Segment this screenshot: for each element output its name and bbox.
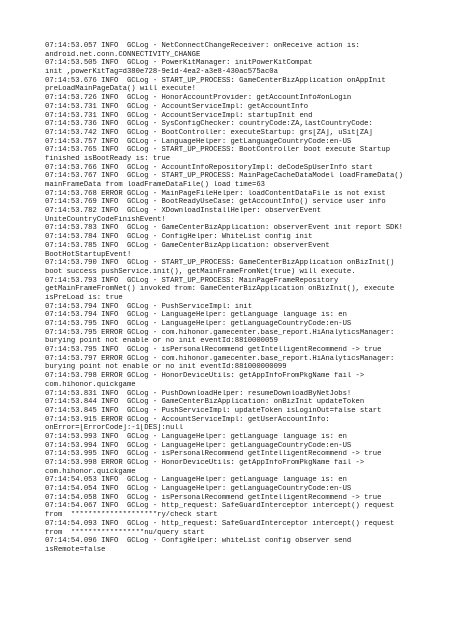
log-line: 07:14:53.845 INFO GCLog - PushServiceImpl: updateToken isLoginOut=false start xyxy=(45,406,382,415)
log-line: 07:14:53.782 INFO GCLog - XDownloadInstallHelper: observerEvent xyxy=(45,207,322,216)
log-line: 07:14:53.767 INFO GCLog - START_UP_PROCESS: MainPageCacheDataModel loadFrameData() xyxy=(45,172,403,181)
log-line: com.hihonor.quickgame xyxy=(45,467,136,476)
log-line: 07:14:53.998 ERROR GCLog - HonorDeviceUtils: getAppInfoFromPkgName fail -> xyxy=(45,459,365,467)
log-line: BootHotStartupEvent! xyxy=(45,250,132,259)
log-line: 07:14:53.676 INFO GCLog - START_UP_PROCESS: GameCenterBizApplication onAppInit xyxy=(45,76,386,85)
log-line: android.net.conn.CONNECTIVITY_CHANGE xyxy=(45,50,201,59)
log-line: isPreLoad is: true xyxy=(45,293,123,302)
log-line: 07:14:54.053 INFO GCLog - LanguageHelper: getLanguage language is: en xyxy=(45,476,347,485)
log-line: 07:14:53.993 INFO GCLog - LanguageHelper: getLanguage language is: en xyxy=(45,432,347,441)
log-line: 07:14:53.505 INFO GCLog - PowerKitManager: initPowerKitCompat xyxy=(45,59,313,68)
log-line: 07:14:53.790 INFO GCLog - START_UP_PROCESS: GameCenterBizApplication onBizInit() xyxy=(45,259,395,268)
log-line: 07:14:53.726 INFO GCLog - HonorAccountProvider: getAccountInfo#onLogin xyxy=(45,94,352,103)
log-line: 07:14:53.731 INFO GCLog - AccountServiceImpl: getAccountInfo xyxy=(45,102,309,111)
log-line: 07:14:54.096 INFO GCLog - ConfigHelper: whiteList config observer send xyxy=(45,537,352,546)
log-line: from ********************ry/check start xyxy=(45,511,218,520)
log-line: burying point not enable or no init eventId:8810000059 xyxy=(45,337,278,346)
log-line: 07:14:53.057 INFO GCLog - NetConnectChangeReceiver: onReceive action is: xyxy=(45,42,360,50)
log-line: 07:14:53.795 INFO GCLog - isPersonalRecommend getIntelligentRecommend -> true xyxy=(45,346,382,355)
log-line: onError=[ErrorCode]:-1[DES]:null xyxy=(45,424,184,433)
log-line: finished isBootReady is: true xyxy=(45,154,171,163)
log-line: 07:14:53.731 INFO GCLog - AccountServiceImpl: startupInit end xyxy=(45,111,313,120)
log-line: 07:14:53.915 ERROR GCLog - AccountServiceImpl: getUserAccountInfo: xyxy=(45,415,330,424)
log-line: burying point not enable or no init eventId:881000000099 xyxy=(45,363,287,372)
log-line: 07:14:53.994 INFO GCLog - LanguageHelper: getLanguageCountryCode:en-US xyxy=(45,441,352,450)
log-line: 07:14:54.058 INFO GCLog - isPersonalRecommend getIntelligentRecommend -> true xyxy=(45,493,382,502)
log-line: 07:14:53.766 INFO GCLog - AccountInfoRepositoryImpl: deCodeSpUserInfo start xyxy=(45,163,373,172)
log-line: UniteCountryCodeFinishEvent! xyxy=(45,215,166,224)
log-line: preLoadMainPageData() will execute! xyxy=(45,85,196,94)
log-output xyxy=(45,42,465,555)
log-line: 07:14:53.769 INFO GCLog - BootReadyUseCase: getAccountInfo() service user info xyxy=(45,198,386,207)
log-line: 07:14:53.765 INFO GCLog - START_UP_PROCESS: BootController boot execute Startup xyxy=(45,146,391,155)
log-line: 07:14:53.736 INFO GCLog - SysConfigChecker: countryCode:ZA,lastCountryCode: xyxy=(45,120,373,129)
log-line: 07:14:53.798 ERROR GCLog - HonorDeviceUtils: getAppInfoFromPkgName fail -> xyxy=(45,372,365,381)
log-line: from *****************nu/query start xyxy=(45,528,205,537)
log-line: 07:14:53.995 INFO GCLog - isPersonalRecommend getIntelligentRecommend -> true xyxy=(45,450,382,459)
log-line: 07:14:53.783 INFO GCLog - GameCenterBizApplication: observerEvent init report SDK! xyxy=(45,224,403,233)
log-line: 07:14:53.793 INFO GCLog - START_UP_PROCESS: MainPageFrameRepository xyxy=(45,276,339,285)
log-line: 07:14:53.831 INFO GCLog - PushDownloadHelper: resumeDownloadByNetJobs! xyxy=(45,389,352,398)
log-line: 07:14:54.067 INFO GCLog - http_request: SafeGuardInterceptor intercept() request xyxy=(45,502,395,511)
log-line: 07:14:53.768 ERROR GCLog - MainPageFileHelper: loadContentDataFile is not exist xyxy=(45,189,386,198)
log-line: 07:14:53.795 ERROR GCLog - com.hihonor.gamecenter.base_report.HiAnalyticsManager: xyxy=(45,328,395,337)
log-line: 07:14:53.844 INFO GCLog - GameCenterBizApplication: onBizInit updateToken xyxy=(45,398,365,407)
log-line: init ,powerKitTag=d380e728-9e1d-4ea2-a3e8-430ac575ac0a xyxy=(45,68,278,77)
log-line: 07:14:53.795 INFO GCLog - LanguageHelper: getLanguageCountryCode:en-US xyxy=(45,320,352,328)
log-line: 07:14:53.757 INFO GCLog - LanguageHelper: getLanguageCountryCode:en-US xyxy=(45,137,352,146)
log-line: com.hihonor.quickgame xyxy=(45,380,136,389)
log-line: 07:14:53.797 ERROR GCLog - com.hihonor.gamecenter.base_report.HiAnalyticsManager: xyxy=(45,354,395,363)
log-line: mainFrameData from loadFrameDataFile() load time=63 xyxy=(45,181,265,189)
log-line: 07:14:54.093 INFO GCLog - http_request: SafeGuardInterceptor intercept() request xyxy=(45,519,395,528)
log-line: 07:14:53.794 INFO GCLog - PushServiceImpl: init xyxy=(45,302,253,311)
log-line: 07:14:53.785 INFO GCLog - GameCenterBizApplication: observerEvent xyxy=(45,241,330,250)
log-line: 07:14:53.784 INFO GCLog - ConfigHelper: WhiteList config init xyxy=(45,233,313,242)
log-line: 07:14:53.794 INFO GCLog - LanguageHelper: getLanguage language is: en xyxy=(45,311,347,320)
log-line: 07:14:53.742 INFO GCLog - BootController: executeStartup: grs[ZA], uSit[ZA] xyxy=(45,128,373,137)
log-line: isRemote=false xyxy=(45,545,106,554)
log-line: getMainFrameFromNet() invoked from: GameCenterBizApplication onBizInit(), execute xyxy=(45,285,395,294)
log-line: 07:14:54.054 INFO GCLog - LanguageHelper: getLanguageCountryCode:en-US xyxy=(45,485,352,494)
log-line: boot success pushService.init(), getMainFrameFromNet(true) will execute. xyxy=(45,267,356,276)
